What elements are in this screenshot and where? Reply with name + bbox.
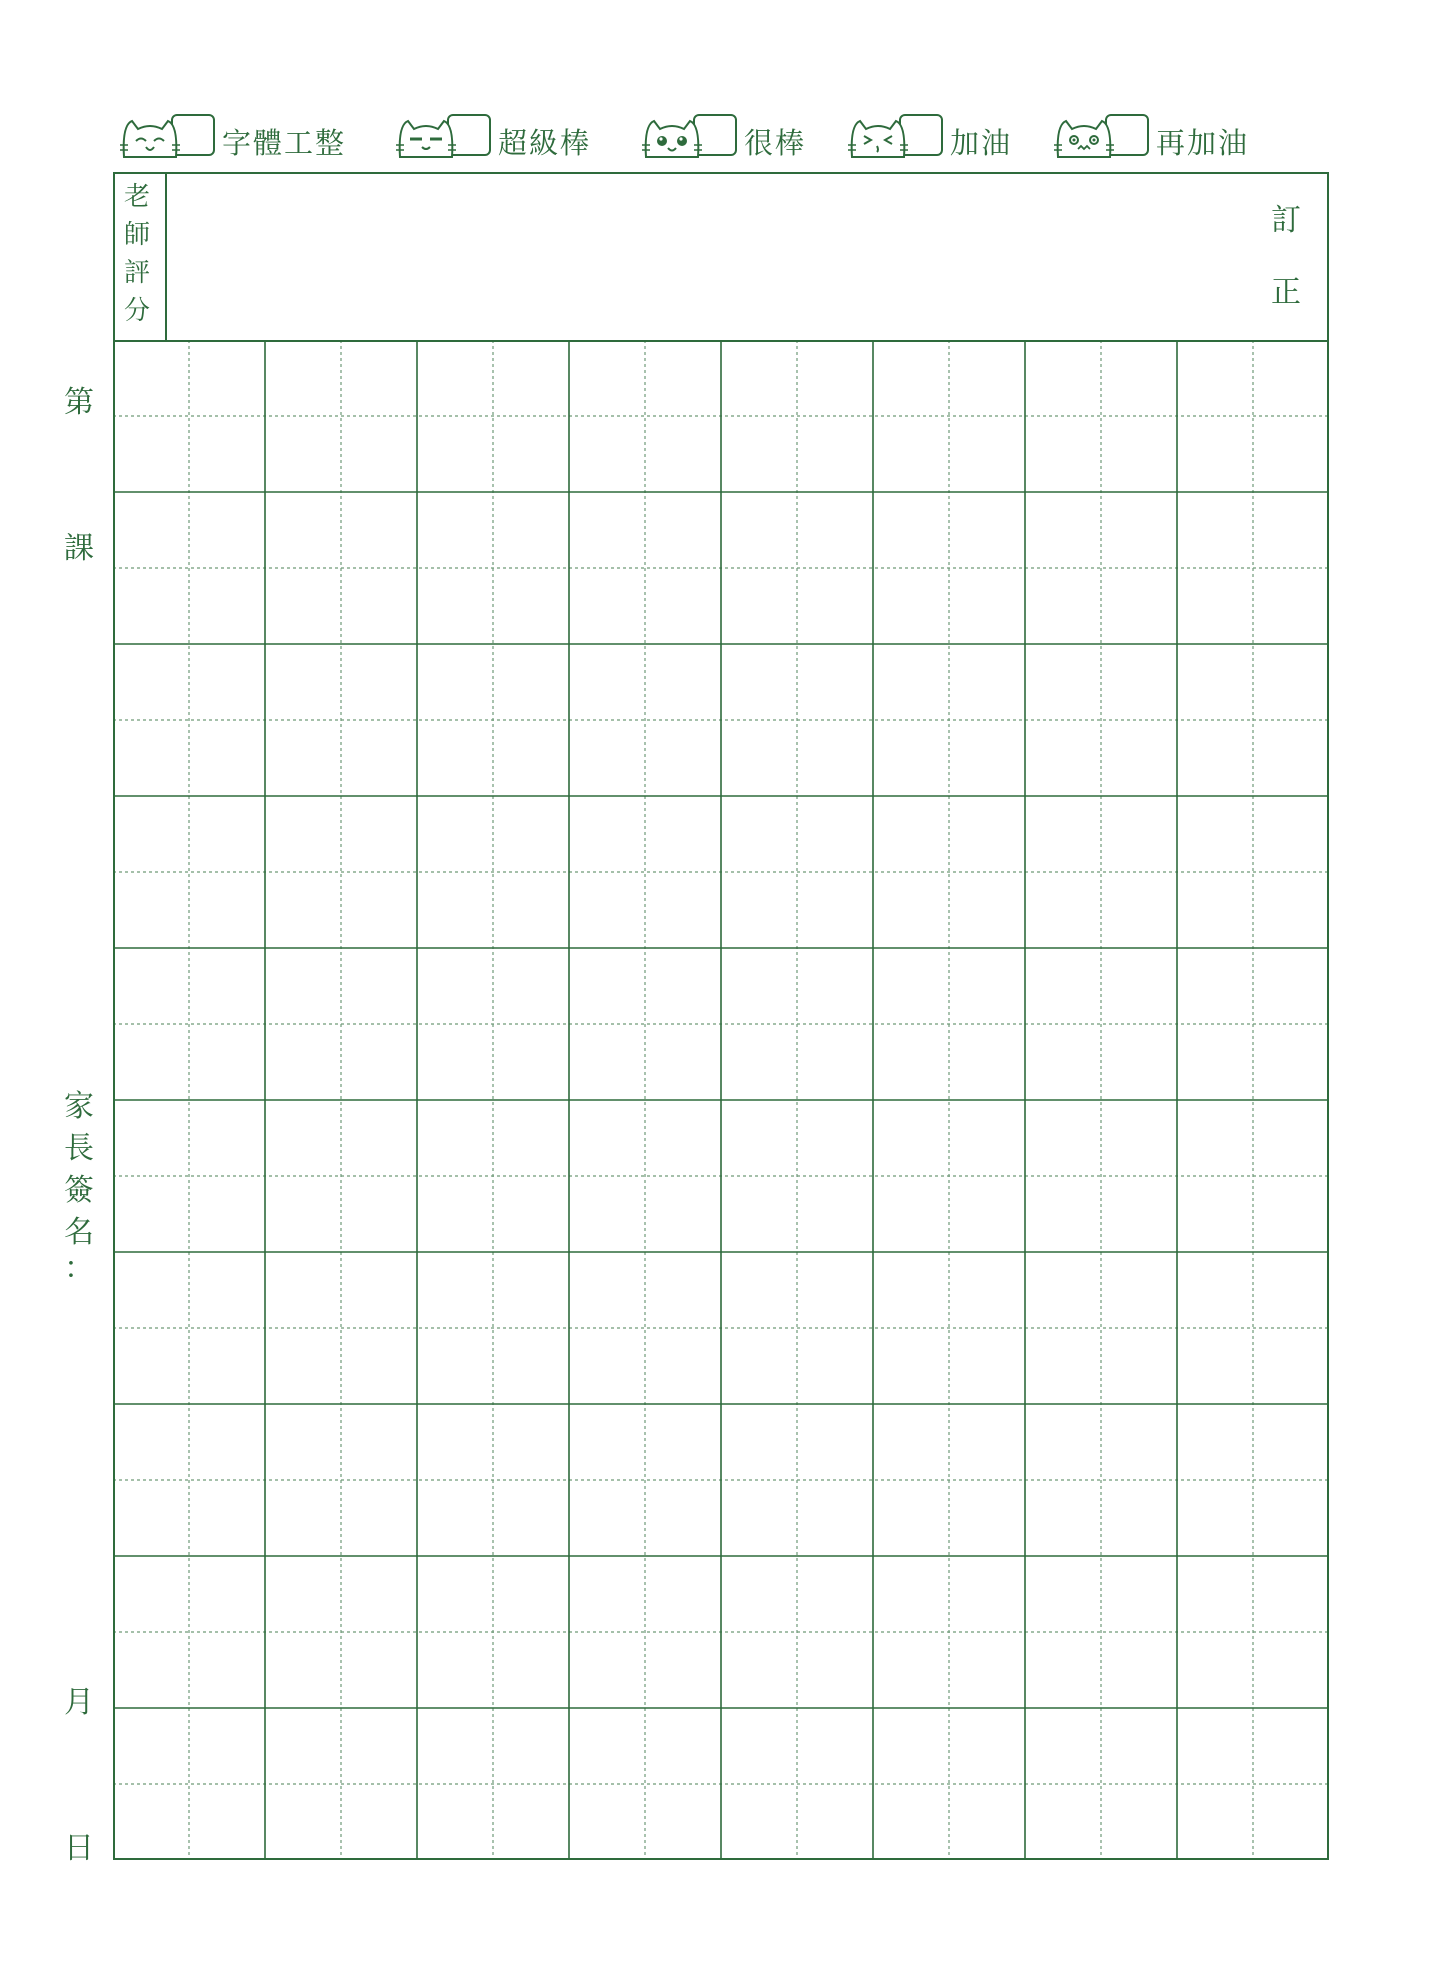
rating-label: 超級棒	[498, 126, 592, 160]
cat-cool-icon	[394, 113, 494, 159]
cat-dizzy-icon	[1052, 113, 1152, 159]
teacher-score-char: 評	[123, 258, 150, 288]
parent-signature-char: ：	[64, 1251, 94, 1286]
teacher-comment-box[interactable]	[113, 172, 1329, 342]
cat-smile-icon	[118, 113, 218, 159]
month-label: 月	[64, 1685, 94, 1720]
rating-label: 很棒	[744, 126, 807, 160]
parent-signature-char: 簽	[64, 1173, 94, 1208]
teacher-score-char: 分	[123, 296, 150, 326]
correction-char: 訂	[1271, 203, 1301, 238]
parent-signature-char: 長	[64, 1131, 94, 1166]
lesson-char: 第	[64, 385, 94, 420]
rating-label: 加油	[950, 126, 1013, 160]
cat-wink-icon	[846, 113, 946, 159]
day-label: 日	[64, 1831, 94, 1866]
writing-grid[interactable]	[113, 340, 1329, 1860]
teacher-score-char: 師	[123, 220, 150, 250]
rating-label: 字體工整	[222, 126, 347, 160]
rating-label: 再加油	[1156, 126, 1250, 160]
correction-char: 正	[1271, 275, 1301, 310]
parent-signature-char: 名	[64, 1215, 94, 1250]
lesson-char: 課	[64, 531, 94, 566]
teacher-score-char: 老	[123, 182, 150, 212]
teacher-score-label	[115, 174, 167, 340]
cat-big-eyes-icon	[640, 113, 740, 159]
parent-signature-char: 家	[64, 1089, 94, 1124]
